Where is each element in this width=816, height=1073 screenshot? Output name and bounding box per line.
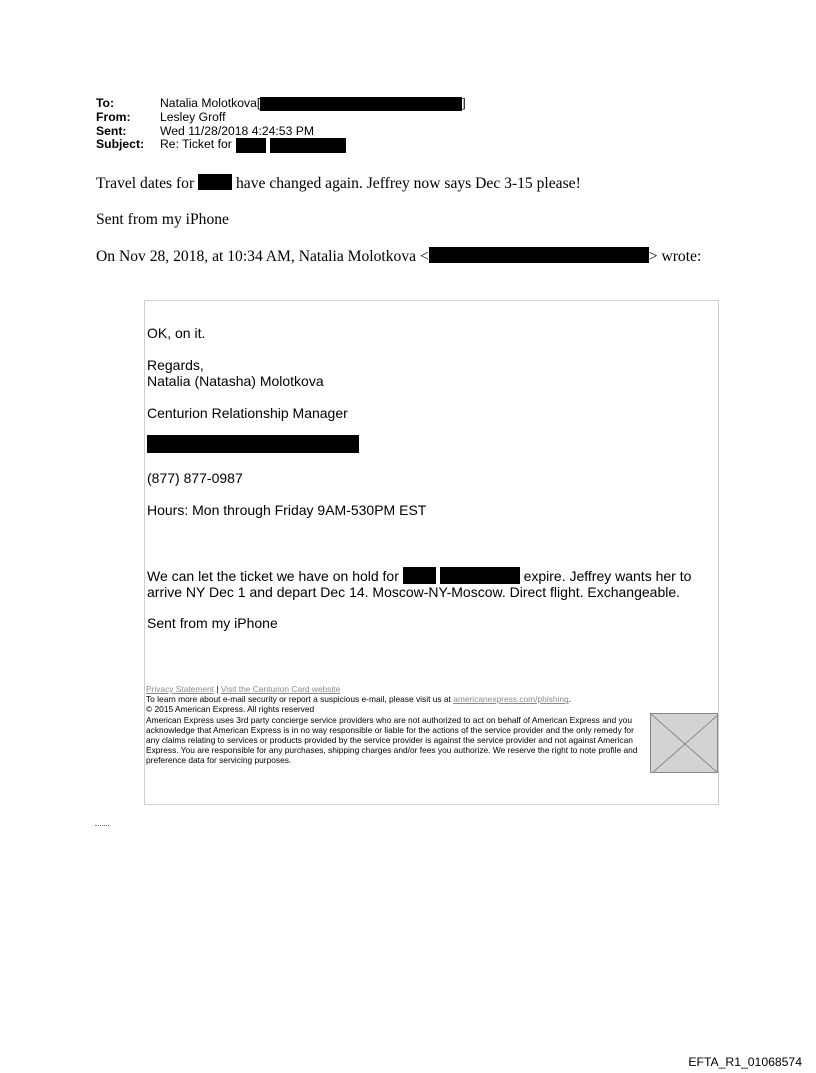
subject-label: Subject:: [96, 137, 145, 152]
quoted-hours: Hours: Mon through Friday 9AM-530PM EST: [147, 502, 427, 518]
redaction-block: [260, 97, 462, 111]
quoted-regards: Regards,: [147, 357, 204, 373]
redaction-block: [147, 435, 359, 453]
redaction-block: [198, 174, 232, 190]
bates-number: EFTA_R1_01068574: [688, 1055, 802, 1069]
footer-security-line: [146, 694, 646, 704]
sent-row: [96, 125, 466, 139]
email-header: [96, 97, 466, 153]
broken-image-placeholder-icon: [650, 713, 718, 773]
subject-value: Re: Ticket for: [160, 137, 232, 152]
image-placeholder-x-icon: [651, 714, 718, 773]
quoted-message-b: expire. Jeffrey wants her to arrive NY Dec 1 and depart Dec 14. Moscow-NY-Moscow. Direct flight. Exchangeable.: [147, 568, 692, 600]
quoted-signer: Natalia (Natasha) Molotkova: [147, 373, 324, 389]
redaction-block: [270, 138, 346, 153]
quoted-message: [144, 300, 719, 805]
footer-links: [146, 684, 646, 694]
footer-separator: |: [213, 684, 221, 694]
quoted-sent-from: Sent from my iPhone: [147, 615, 278, 631]
footer-disclaimer: American Express uses 3rd party concierge service providers who are not authorized to act on behalf of American Express and you acknowledge that American Express is in no way responsible or liable for the actions of the service provider and the only remedy for any claims relating to services or products provided by the service provider is against the service provider and not against American Express. You are responsible for any purchases, shipping charges and/or fees you authorize. We reserve the right to note profile and preference data for servicing purposes.: [146, 714, 638, 766]
from-label: From:: [96, 110, 131, 124]
footer-copyright: © 2015 American Express. All rights reserved: [146, 704, 315, 715]
quoted-message-a: We can let the ticket we have on hold for: [147, 568, 399, 584]
redaction-block: [429, 247, 649, 263]
travel-dates-text-b: have changed again. Jeffrey now says Dec 3-15 please!: [235, 175, 581, 192]
sent-value: Wed 11/28/2018 4:24:53 PM: [160, 123, 315, 138]
sent-label: Sent:: [96, 123, 127, 138]
travel-dates-text-a: Travel dates for: [96, 175, 195, 192]
footer-learn-text: To learn more about e-mail security or report a suspicious e-mail, please visit us at: [146, 694, 454, 705]
phishing-link[interactable]: americanexpress.com/phishing: [453, 694, 569, 705]
to-label: To:: [96, 96, 115, 110]
centurion-website-link[interactable]: Visit the Centurion Card website: [220, 684, 341, 694]
stray-mark: [95, 819, 109, 826]
redaction-block: [403, 567, 436, 584]
to-row: [96, 97, 466, 111]
sent-from-iphone: Sent from my iPhone: [96, 211, 229, 228]
quoted-title: Centurion Relationship Manager: [147, 405, 348, 421]
on-wrote-text-a: On Nov 28, 2018, at 10:34 AM, Natalia Molotkova <: [96, 248, 429, 265]
to-close: ]: [462, 96, 466, 110]
on-wrote-text-b: > wrote:: [648, 248, 702, 265]
redaction-block: [236, 138, 266, 153]
to-value: Natalia Molotkova[: [160, 96, 261, 110]
amex-footer: [146, 684, 646, 766]
from-value: Lesley Groff: [160, 110, 226, 124]
quoted-phone: (877) 877-0987: [147, 470, 243, 486]
redaction-block: [440, 567, 520, 584]
quoted-message-text: [147, 567, 707, 600]
body-line-travel-dates: [96, 174, 581, 193]
on-wrote-line: [96, 247, 701, 266]
from-row: [96, 111, 466, 125]
privacy-statement-link[interactable]: Privacy Statement: [146, 684, 214, 694]
subject-row: [96, 138, 466, 153]
quoted-ok: OK, on it.: [147, 325, 206, 341]
footer-learn-end: .: [568, 694, 571, 705]
